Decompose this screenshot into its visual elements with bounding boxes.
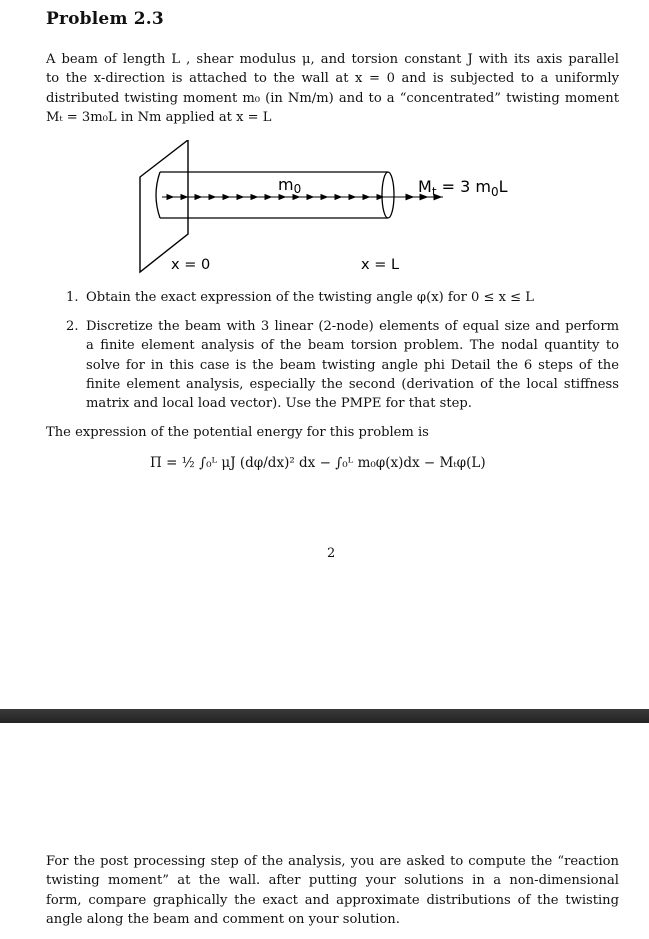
wall-shape: [140, 140, 188, 272]
potential-energy-equation: Π = ½ ∫₀ᴸ μJ (dφ/dx)² dx − ∫₀ᴸ m₀φ(x)dx − Mₜφ(L): [150, 455, 486, 471]
task-line: matrix and local load vector). Use the PMPE for that step.: [86, 396, 472, 412]
task-line: solve for in this case is the beam twisting angle phi Detail the 6 steps of the: [86, 357, 619, 373]
task-number: 2.: [66, 319, 79, 334]
intro-line: A beam of length L , shear modulus μ, and torsion constant J with its axis parallel: [46, 52, 619, 67]
distributed-moment-label: m0: [278, 175, 302, 196]
intro-line: Mₜ = 3m₀L in Nm applied at x = L: [46, 109, 272, 125]
task-line: a finite element analysis of the beam torsion problem. The nodal quantity to: [86, 338, 619, 354]
page-number: 2: [327, 546, 336, 561]
task-line: finite element analysis, especially the second (derivation of the local stiffness: [86, 376, 619, 392]
post-line: angle along the beam and comment on your solution.: [46, 911, 400, 927]
x0-label: x = 0: [171, 257, 211, 273]
xL-label: x = L: [361, 257, 400, 273]
post-line: twisting moment” at the wall. after putting your solutions in a non-dimensional: [46, 873, 619, 889]
problem-heading: Problem 2.3: [46, 9, 164, 29]
post-line: form, compare graphically the exact and approximate distributions of the twisting: [46, 892, 619, 908]
task-item-1: [66, 288, 619, 308]
intro-line: to the x-direction is attached to the wall at x = 0 and is subjected to a uniformly: [46, 71, 619, 87]
post-line: For the post processing step of the analysis, you are asked to compute the “reaction: [46, 854, 619, 869]
page-divider: [0, 709, 649, 723]
concentrated-moment-label: $M_t = 3$ $m_0L$: [418, 177, 508, 199]
intro-line: distributed twisting moment m₀ (in Nm/m) and to a “concentrated” twisting moment: [46, 90, 619, 106]
distributed-moment-arrows: [162, 195, 395, 200]
beam-figure: [130, 140, 530, 280]
energy-intro-text: The expression of the potential energy for this problem is: [46, 425, 429, 440]
task-line: Discretize the beam with 3 linear (2-node) elements of equal size and perform: [86, 319, 619, 334]
task-line: Obtain the exact expression of the twisting angle φ(x) for 0 ≤ x ≤ L: [86, 290, 535, 305]
task-item-2: [66, 317, 619, 417]
beam-cylinder: [156, 172, 394, 218]
intro-paragraph: [46, 50, 619, 127]
energy-intro: [46, 423, 619, 442]
task-number: 1.: [66, 290, 79, 305]
post-processing-paragraph: [46, 852, 619, 929]
